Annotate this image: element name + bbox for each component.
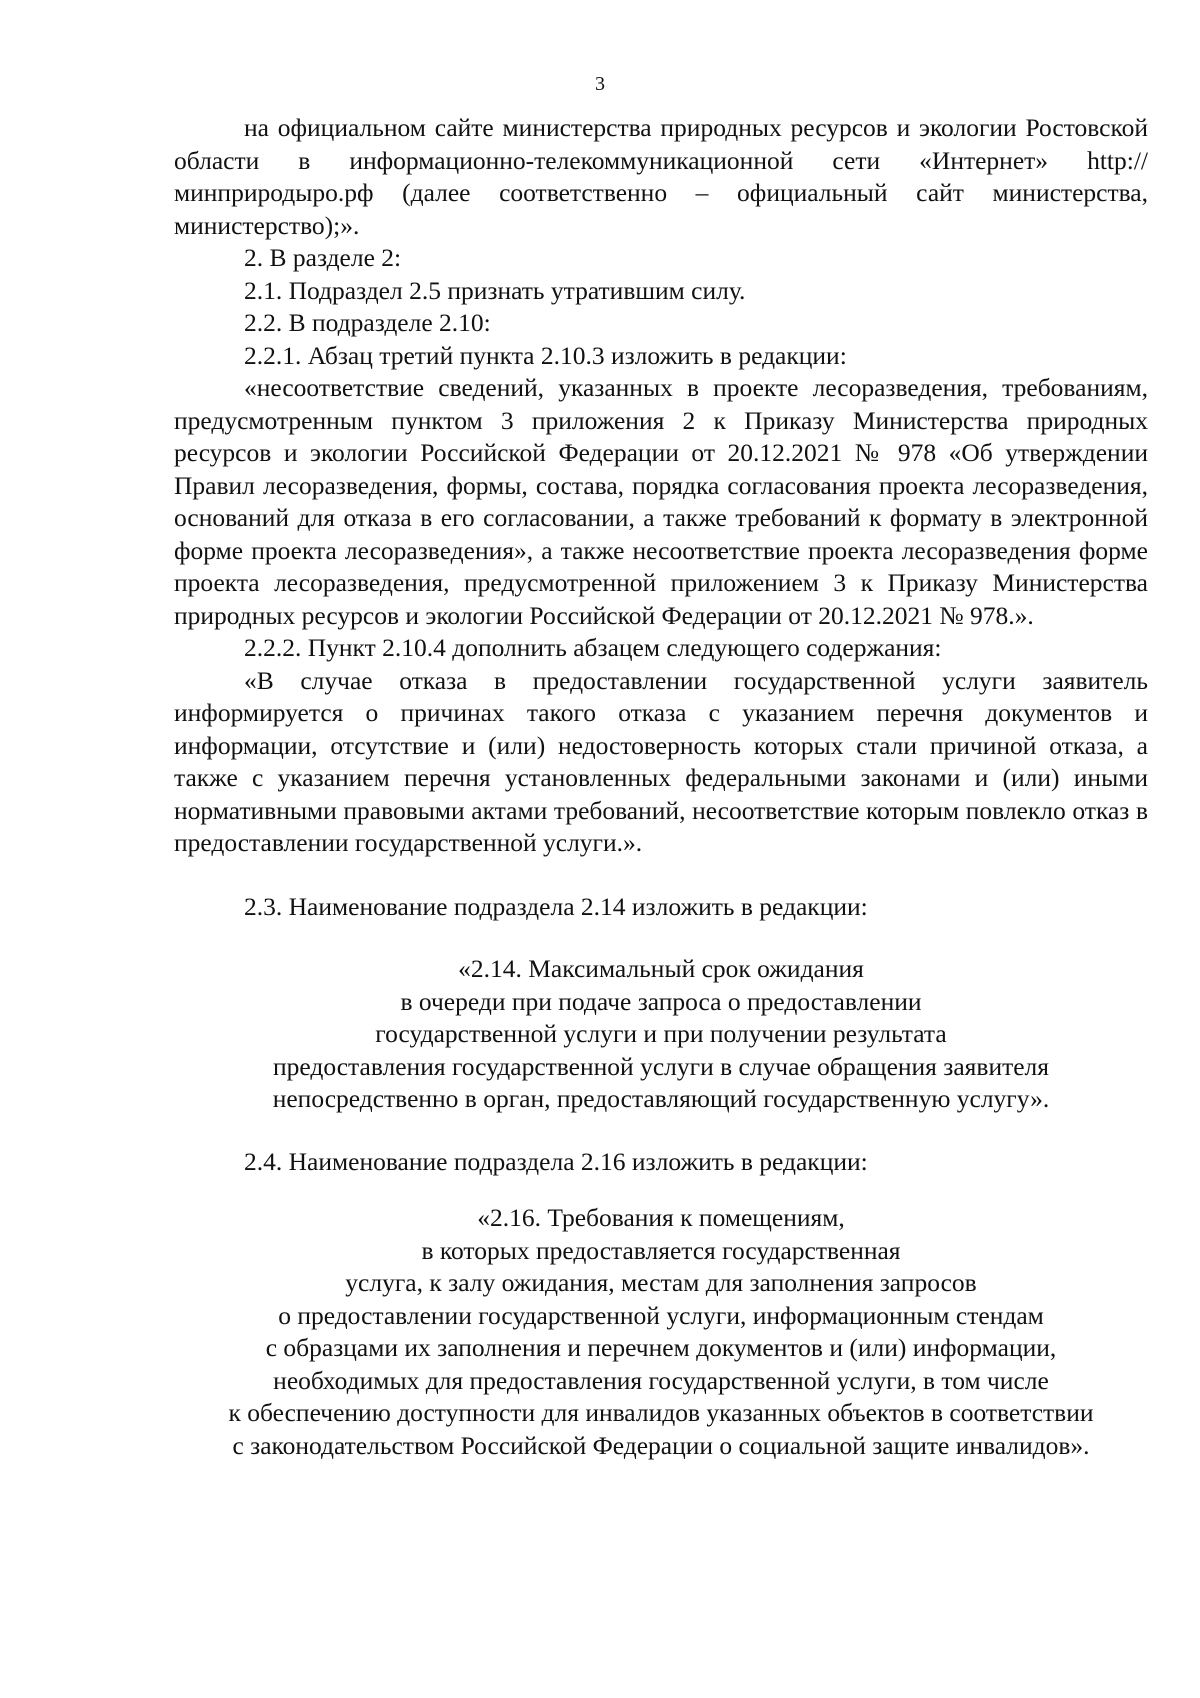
subsection-2-14-title	[174, 953, 1148, 1116]
document-body	[174, 112, 1148, 1462]
paragraph-2-2: 2.2. В подразделе 2.10:	[244, 308, 491, 337]
heading-line: «2.16. Требования к помещениям,	[477, 1203, 845, 1232]
paragraph-section-2: 2. В разделе 2:	[244, 243, 402, 272]
paragraph-2-2-2: 2.2.2. Пункт 2.10.4 дополнить абзацем следующего содержания:	[244, 633, 942, 662]
heading-line: государственной услуги и при получении результата	[375, 1019, 947, 1048]
heading-line: необходимых для предоставления государственной услуги, в том числе	[273, 1365, 1049, 1395]
paragraph-2-1: 2.1. Подраздел 2.5 признать утратившим силу.	[244, 275, 746, 305]
paragraph-2-2-1: 2.2.1. Абзац третий пункта 2.10.3 изложить в редакции:	[244, 340, 847, 370]
paragraph-2-3: 2.3. Наименование подраздела 2.14 изложить в редакции:	[244, 891, 868, 921]
heading-line: с законодательством Российской Федерации о социальной защите инвалидов».	[232, 1430, 1090, 1460]
heading-line: предоставления государственной услуги в случае обращения заявителя	[272, 1051, 1050, 1081]
paragraph-quote-nonconformity: «несоответствие сведений, указанных в проекте лесоразведения, требованиям, предусмотренным пунктом 3 приложения 2 к Приказу Министерства природных ресурсов и экологии Российской Федерации от 20.12.2021 № 978 «Об утверждении Правил лесоразведения, формы, состава, порядка согласования проекта лесоразведения, оснований для отказа в его согласовании, а также требований к формату в электронной форме проекта лесоразведения», а также несоответствие проекта лесоразведения форме проекта лесоразведения, предусмотренной приложением 3 к Приказу Министерства природных ресурсов и экологии Российской Федерации от 20.12.2021 № 978.».	[174, 373, 1148, 630]
page-number: 3	[595, 73, 605, 95]
heading-line: непосредственно в орган, предоставляющий государственную услугу».	[272, 1084, 1050, 1113]
paragraph-2-4: 2.4. Наименование подраздела 2.16 изложить в редакции:	[244, 1146, 868, 1176]
heading-line: с образцами их заполнения и перечнем документов и (или) информации,	[265, 1333, 1057, 1362]
heading-line: к обеспечению доступности для инвалидов указанных объектов в соответствии	[228, 1398, 1094, 1427]
heading-line: о предоставлении государственной услуги, информационным стендам	[278, 1300, 1044, 1330]
subsection-2-16-title	[174, 1202, 1148, 1462]
paragraph-official-site: на официальном сайте министерства природных ресурсов и экологии Ростовской области в информационно-телекоммуникационной сети «Интернет» http://минприродыро.рф (далее соответственно – официальный сайт министерства, министерство);».	[174, 113, 1148, 240]
heading-line: «2.14. Максимальный срок ожидания	[458, 954, 864, 983]
paragraph-quote-refusal: «В случае отказа в предоставлении государственной услуги заявитель информируется о причинах такого отказа с указанием перечня документов и информации, отсутствие и (или) недостоверность которых стали причиной отказа, а также с указанием перечня установленных федеральными законами и (или) иными нормативными правовыми актами требований, несоответствие которым повлекло отказ в предоставлении государственной услуги.».	[174, 665, 1148, 857]
heading-line: в очереди при подаче запроса о предоставлении	[400, 986, 922, 1016]
heading-line: в которых предоставляется государственная	[421, 1235, 901, 1265]
heading-line: услуга, к залу ожидания, местам для заполнения запросов	[345, 1268, 977, 1297]
